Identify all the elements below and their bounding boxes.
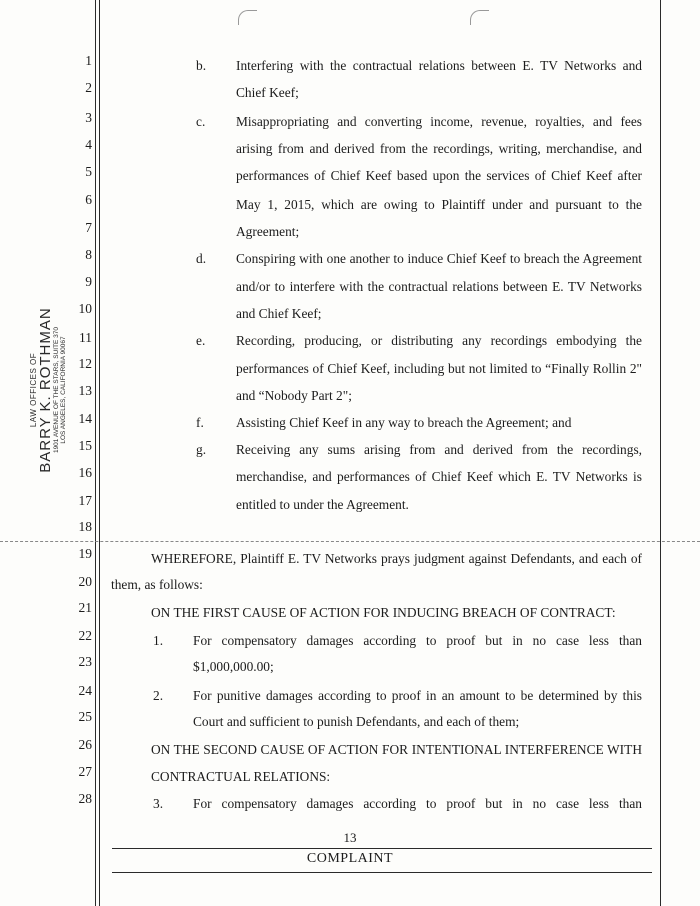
first-cause-heading: ON THE FIRST CAUSE OF ACTION FOR INDUCING BREACH OF CONTRACT:: [151, 605, 616, 620]
line-number: 27: [78, 764, 92, 779]
line-number: 3: [85, 110, 92, 125]
item-c-line: May 1, 2015, which are owing to Plaintiff under and pursuant to the: [236, 197, 642, 212]
item-g-line: entitled to under the Agreement.: [236, 497, 409, 512]
item-e-line: Recording, producing, or distributing any recordings embodying the: [236, 333, 642, 348]
item-c-line: arising from and derived from the recordings, writing, merchandise, and: [236, 141, 642, 156]
punch-mark: [470, 10, 489, 25]
prayer-1-line: $1,000,000.00;: [193, 659, 274, 674]
line-number: 4: [85, 137, 92, 152]
prayer-3-line: For compensatory damages according to proof but in no case less than: [193, 796, 642, 811]
line-number: 8: [85, 247, 92, 262]
item-b-line: Interfering with the contractual relations between E. TV Networks and: [236, 58, 642, 73]
prayer-number: 3.: [153, 796, 164, 811]
line-number: 28: [78, 791, 92, 806]
item-label: f.: [196, 415, 204, 430]
line-number: 12: [78, 356, 92, 371]
prayer-1-line: For compensatory damages according to proof but in no case less than: [193, 633, 642, 648]
right-margin-rule: [660, 0, 661, 906]
left-margin-rule-inner: [99, 0, 100, 906]
item-g-line: Receiving any sums arising from and derived from the recordings,: [236, 442, 642, 457]
second-cause-heading-cont: CONTRACTUAL RELATIONS:: [151, 769, 331, 784]
item-g-line: merchandise, and performances of Chief Keef which E. TV Networks is: [236, 469, 642, 484]
wherefore-clause-cont: them, as follows:: [111, 577, 203, 592]
sidebar-address: 1901 AVENUE OF THE STARS, SUITE 370: [53, 326, 61, 454]
line-number: 14: [78, 411, 92, 426]
line-number: 6: [85, 192, 92, 207]
line-number: 11: [79, 330, 92, 345]
line-number: 9: [85, 274, 92, 289]
line-number: 20: [78, 574, 92, 589]
line-number: 16: [78, 465, 92, 480]
item-c-line: performances of Chief Keef based upon the services of Chief Keef after: [236, 168, 642, 183]
punch-mark: [238, 10, 257, 25]
left-margin-rule: [95, 0, 96, 906]
prayer-number: 2.: [153, 688, 164, 703]
prayer-number: 1.: [153, 633, 164, 648]
line-number: 26: [78, 737, 92, 752]
scan-fold-line: [0, 541, 700, 542]
line-number: 15: [78, 438, 92, 453]
item-e-line: performances of Chief Keef, including but not limited to “Finally Rollin 2": [236, 361, 642, 376]
item-b-line: Chief Keef;: [236, 85, 299, 100]
page-number: 13: [343, 830, 357, 845]
item-label: g.: [196, 442, 207, 457]
sidebar-firm-name: BARRY K. ROTHMAN: [37, 307, 55, 473]
line-number: 18: [78, 519, 92, 534]
item-f-line: Assisting Chief Keef in any way to breach the Agreement; and: [236, 415, 572, 430]
prayer-2-line: For punitive damages according to proof in an amount to be determined by this: [193, 688, 642, 703]
sidebar-label: LAW OFFICES OF: [29, 352, 38, 428]
line-number: 5: [85, 164, 92, 179]
line-number: 23: [78, 654, 92, 669]
line-number: 22: [78, 628, 92, 643]
item-d-line: and Chief Keef;: [236, 306, 322, 321]
item-label: d.: [196, 251, 207, 266]
item-label: b.: [196, 58, 207, 73]
line-number: 21: [78, 600, 92, 615]
wherefore-clause: WHEREFORE, Plaintiff E. TV Networks prays judgment against Defendants, and each of: [151, 551, 642, 566]
item-c-line: Misappropriating and converting income, revenue, royalties, and fees: [236, 114, 642, 129]
footer-rule-bottom: [112, 872, 652, 873]
line-number: 13: [78, 383, 92, 398]
line-number: 19: [78, 546, 92, 561]
item-label: c.: [196, 114, 206, 129]
item-label: e.: [196, 333, 206, 348]
line-number: 24: [78, 683, 92, 698]
line-number: 7: [85, 220, 92, 235]
line-number: 25: [78, 709, 92, 724]
sidebar-city: LOS ANGELES, CALIFORNIA 90067: [59, 336, 67, 444]
line-number: 2: [85, 80, 92, 95]
second-cause-heading: ON THE SECOND CAUSE OF ACTION FOR INTENTIONAL INTERFERENCE WITH: [151, 742, 642, 757]
line-number: 1: [85, 53, 92, 68]
item-d-line: Conspiring with one another to induce Chief Keef to breach the Agreement: [236, 251, 642, 266]
prayer-2-line: Court and sufficient to punish Defendants, and each of them;: [193, 714, 520, 729]
line-number: 10: [78, 301, 92, 316]
item-e-line: and “Nobody Part 2";: [236, 388, 352, 403]
item-d-line: and/or to interfere with the contractual relations between E. TV Networks: [236, 279, 642, 294]
line-number: 17: [78, 493, 92, 508]
item-c-line: Agreement;: [236, 224, 300, 239]
footer-rule: [112, 848, 652, 849]
footer-title: COMPLAINT: [306, 851, 394, 866]
